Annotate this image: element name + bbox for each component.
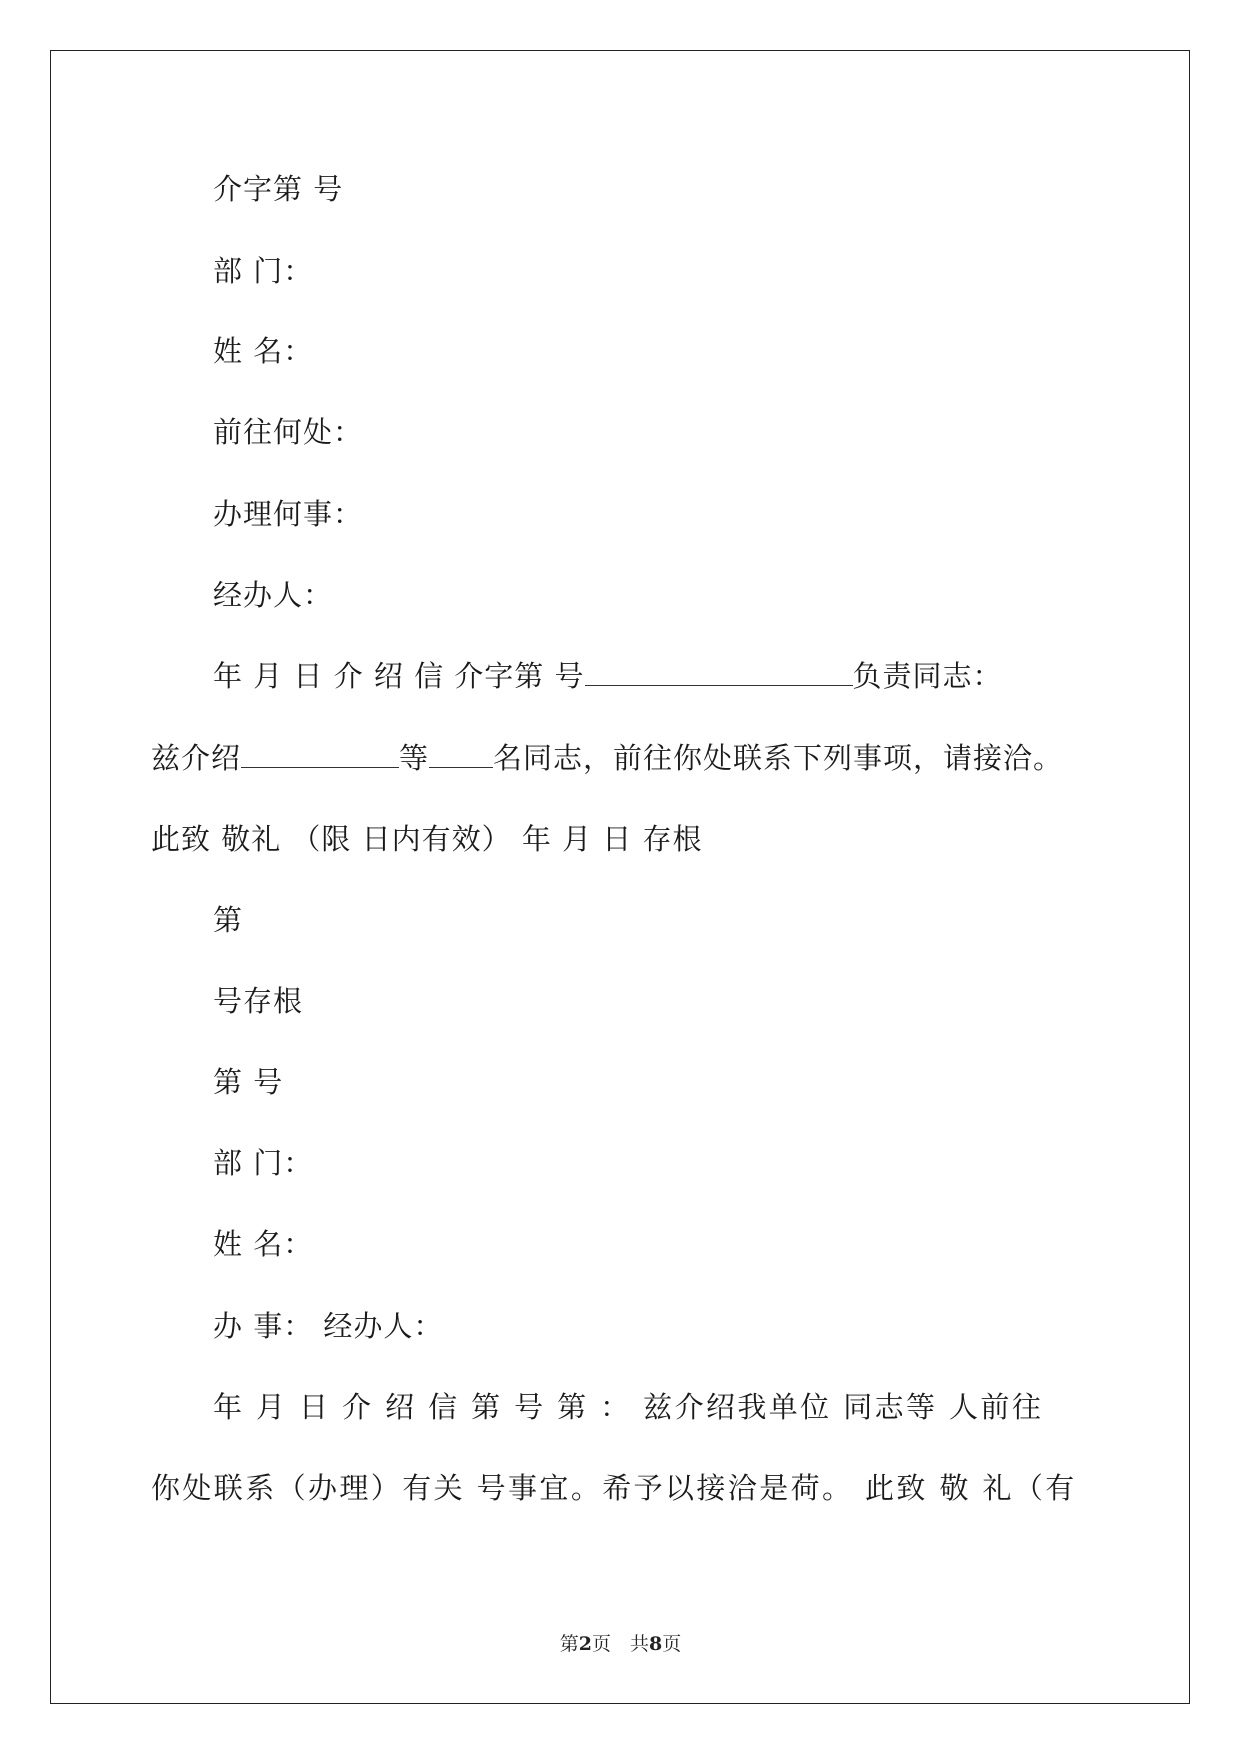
page-frame: [50, 50, 1190, 1704]
doc-line-handling: 办 事： 经办人：: [213, 1309, 444, 1343]
footer-prefix: 第: [559, 1633, 579, 1655]
doc-line-name-2: 姓 名：: [213, 1227, 314, 1261]
doc-line-introduction: [151, 741, 1063, 775]
doc-line-letter-body-2: 你处联系（办理）有关 号事宜。希予以接洽是荷。 此致 敬 礼（有: [151, 1471, 1077, 1505]
blank-underline: [585, 663, 853, 686]
doc-line-letter-heading: [213, 659, 1003, 693]
doc-line-handler: 经办人：: [213, 578, 334, 612]
doc-line-number: 介字第 号: [213, 172, 344, 206]
doc-line-letter-heading-2: 年 月 日 介 绍 信 第 号 第 ： 兹介绍我单位 同志等 人前往: [213, 1390, 1044, 1424]
doc-line-name: 姓 名：: [213, 334, 314, 368]
page-footer: [0, 1632, 1241, 1656]
doc-line-department-2: 部 门：: [213, 1146, 314, 1180]
letter-heading-text: 年 月 日 介 绍 信 介字第 号: [213, 659, 585, 693]
doc-line-matter: 办理何事：: [213, 497, 364, 531]
letter-recipient-text: 负责同志：: [852, 659, 1003, 693]
intro-etc-text: 等: [399, 741, 430, 775]
blank-underline: [429, 745, 493, 768]
doc-line-department: 部 门：: [213, 254, 314, 288]
intro-rest-text: 名同志，前往你处联系下列事项，请接洽。: [493, 741, 1064, 775]
doc-line-closing: 此致 敬礼 （限 日内有效） 年 月 日 存根: [151, 822, 703, 856]
doc-line-number-2: 第 号: [213, 1065, 284, 1099]
doc-line-di: 第: [213, 903, 244, 937]
footer-middle: 页 共: [591, 1633, 649, 1655]
footer-page-number: 2: [578, 1633, 592, 1655]
footer-total-pages: 8: [649, 1633, 663, 1655]
blank-underline: [241, 745, 399, 768]
doc-line-destination: 前往何处：: [213, 415, 364, 449]
intro-text: 兹介绍: [151, 741, 242, 775]
doc-line-stub: 号存根: [213, 984, 304, 1018]
footer-suffix: 页: [662, 1633, 682, 1655]
